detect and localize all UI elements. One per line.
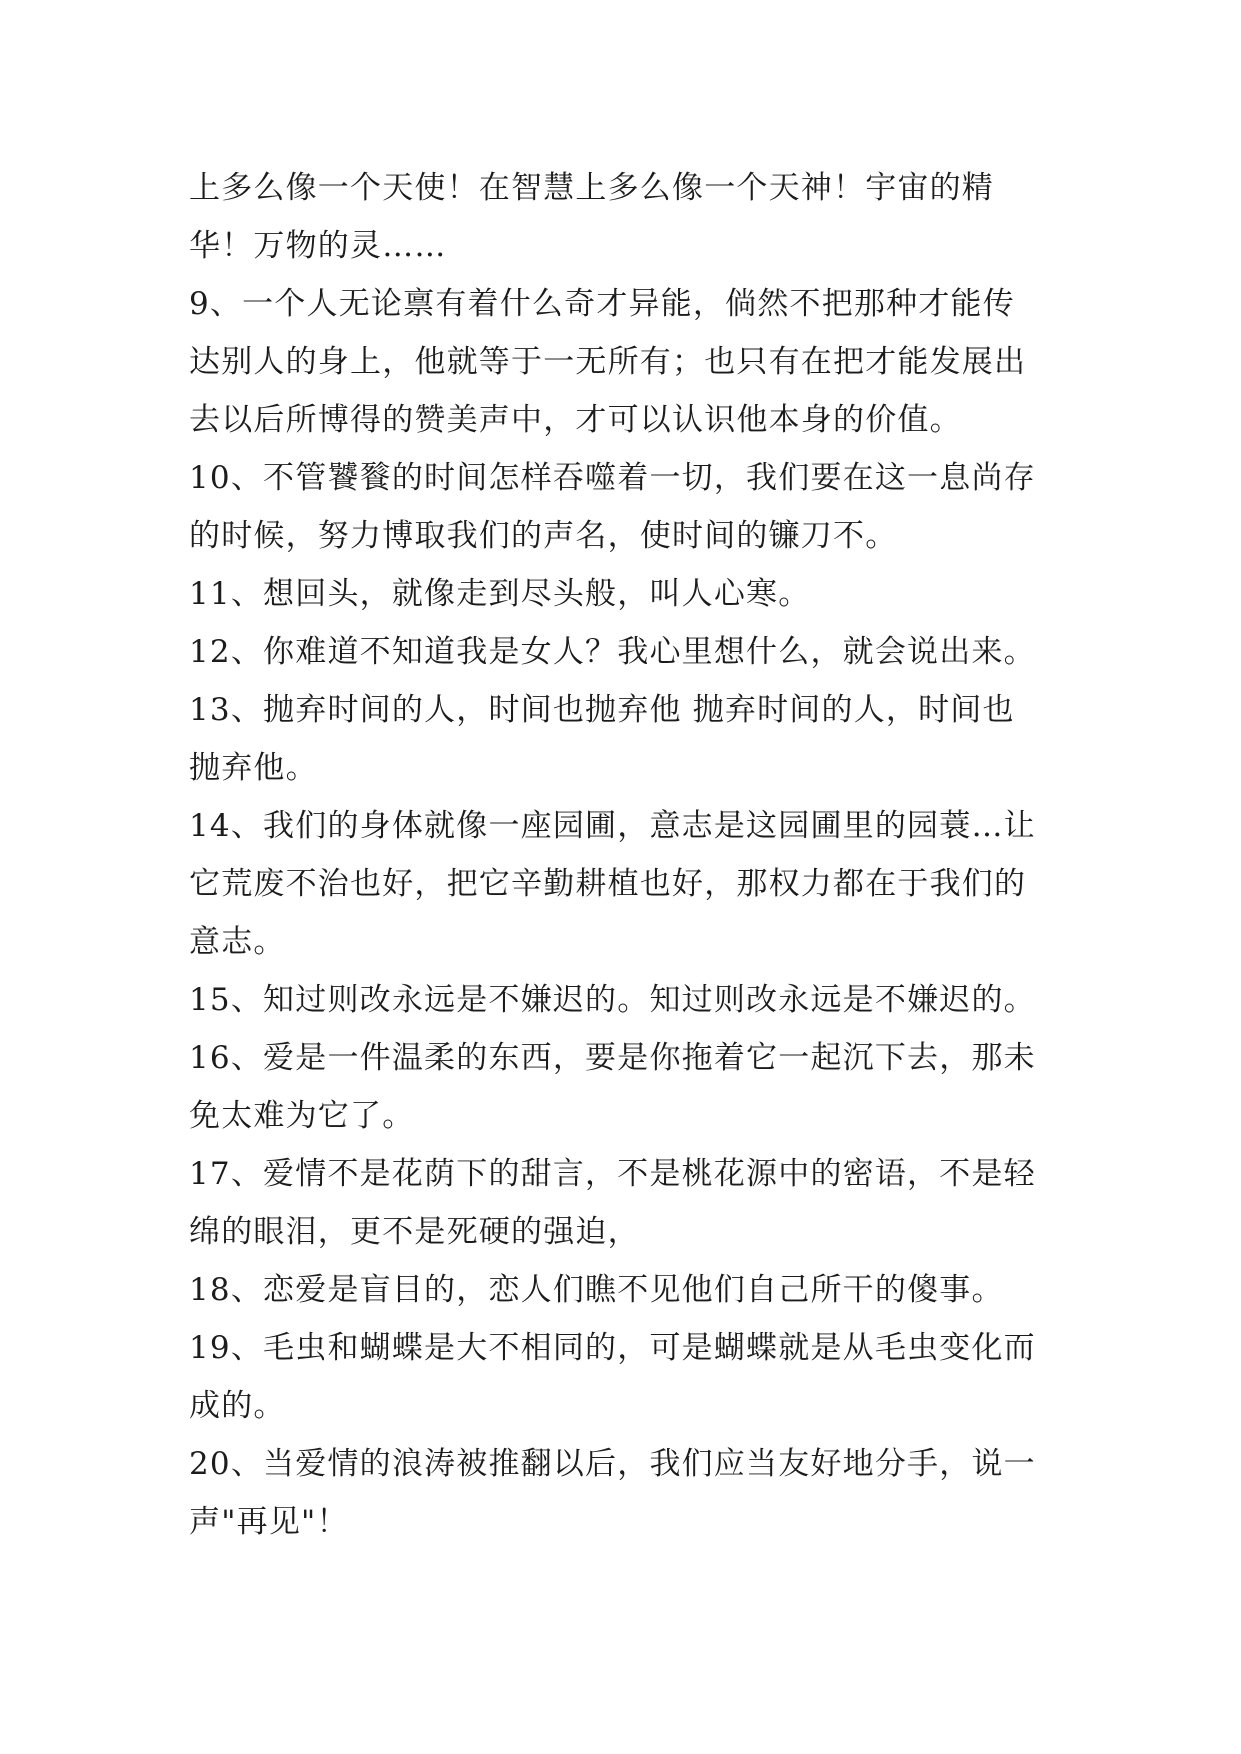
text-line: 20、当爱情的浪涛被推翻以后，我们应当友好地分手，说一: [189, 1446, 1036, 1482]
text-line: 华！万物的灵……: [189, 228, 447, 264]
text-line: 12、你难道不知道我是女人？我心里想什么，就会说出来。: [189, 634, 1036, 670]
text-line: 14、我们的身体就像一座园圃，意志是这园圃里的园蓑…让: [189, 808, 1036, 844]
text-line: 它荒废不治也好，把它辛勤耕植也好，那权力都在于我们的: [189, 866, 1027, 902]
text-line: 10、不管饕餮的时间怎样吞噬着一切，我们要在这一息尚存: [189, 460, 1036, 496]
text-line: 17、爱情不是花荫下的甜言，不是桃花源中的密语，不是轻: [189, 1156, 1036, 1192]
text-line: 11、想回头，就像走到尽头般，叫人心寒。: [189, 576, 811, 612]
text-line: 成的。: [189, 1388, 286, 1424]
text-line: 绵的眼泪，更不是死硬的强迫，: [189, 1214, 640, 1250]
text-line: 声"再见"！: [189, 1504, 349, 1540]
text-line: 意志。: [189, 924, 286, 960]
text-line: 免太难为它了。: [189, 1098, 415, 1134]
text-line: 的时候，努力博取我们的声名，使时间的镰刀不。: [189, 518, 898, 554]
text-line: 9、一个人无论禀有着什么奇才异能，倘然不把那种才能传: [189, 286, 1015, 322]
text-line: 去以后所博得的赞美声中，才可以认识他本身的价值。: [189, 402, 962, 438]
text-line: 16、爱是一件温柔的东西，要是你拖着它一起沉下去，那未: [189, 1040, 1036, 1076]
text-line: 19、毛虫和蝴蝶是大不相同的，可是蝴蝶就是从毛虫变化而: [189, 1330, 1036, 1366]
text-line: 15、知过则改永远是不嫌迟的。知过则改永远是不嫌迟的。: [189, 982, 1036, 1018]
body-text: [189, 159, 1069, 1551]
text-line: 达别人的身上，他就等于一无所有；也只有在把才能发展出: [189, 344, 1027, 380]
text-line: 抛弃他。: [189, 750, 318, 786]
text-line: 13、抛弃时间的人，时间也抛弃他 抛弃时间的人，时间也: [189, 692, 1015, 728]
text-line: 上多么像一个天使！在智慧上多么像一个天神！宇宙的精: [189, 170, 994, 206]
text-line: 18、恋爱是盲目的，恋人们瞧不见他们自己所干的傻事。: [189, 1272, 1004, 1308]
